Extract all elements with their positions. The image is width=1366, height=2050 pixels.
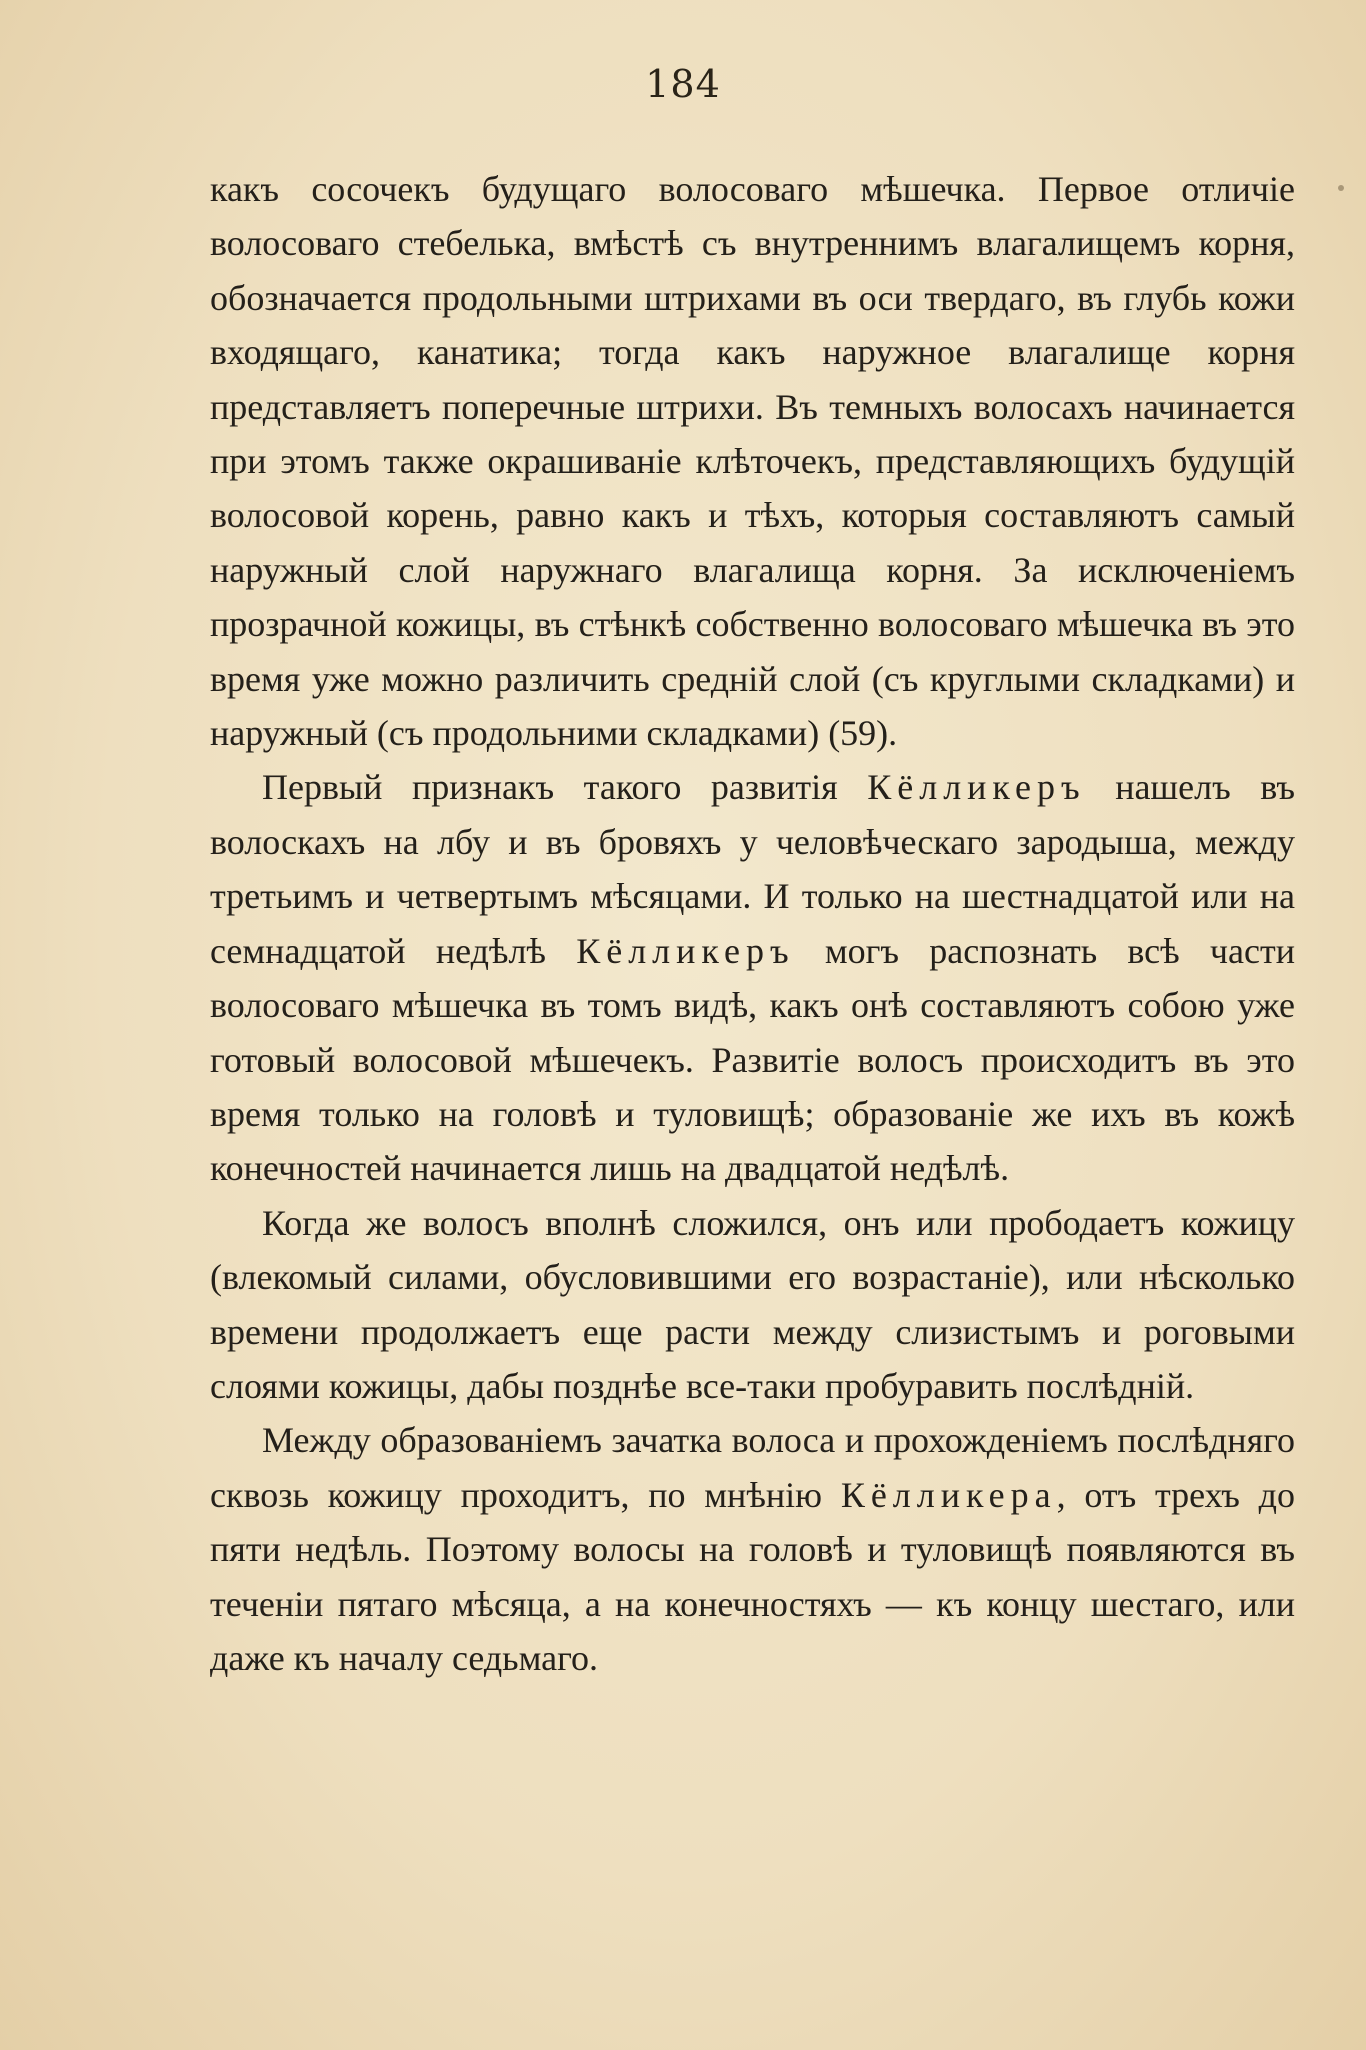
paragraph-4-text-a: Между образованiемъ зачатка волоса и прохожденiемъ послѣдняго сквозь кожицу проходитъ, по мнѣнію	[210, 1420, 1295, 1515]
author-name-spaced: Кёлликера	[840, 1474, 1057, 1515]
body-text	[210, 162, 1295, 1685]
paragraph-2	[210, 760, 1295, 1195]
paragraph-1	[210, 162, 1295, 760]
paragraph-2-text-b: нашелъ въ волоскахъ на лбу и въ бровяхъ у человѣческаго зародыша, между третьимъ и четвертымъ мѣсяцами. И только на шестнадцатой или на семнадцатой недѣлѣ	[210, 767, 1296, 971]
paragraph-2-text-c: могъ распознать всѣ части волосоваго мѣшечка въ томъ видѣ, какъ онѣ составляютъ собою уже готовый волосовой мѣшечекъ. Развитiе волосъ происходитъ въ это время только на головѣ и туловищѣ; образованiе же ихъ въ кожѣ конечностей начинается лишь на двадцатой недѣлѣ.	[210, 930, 1295, 1189]
page-number: 184	[645, 62, 721, 106]
margin-speck	[1338, 185, 1344, 191]
author-name-spaced: Кёлликеръ	[576, 930, 795, 971]
paragraph-1-text: какъ сосочекъ будущаго волосоваго мѣшечка. Первое отличіе волосоваго стебелька, вмѣстѣ съ внутреннимъ влагалищемъ корня, обозначается продольными штрихами въ оси твердаго, въ глубь кожи входящаго, канатика; тогда какъ наружное влагалище корня представляетъ поперечные штрихи. Въ темныхъ волосахъ начинается при этомъ также окрашиванiе клѣточекъ, представляющихъ будущiй волосовой корень, равно какъ и тѣхъ, которыя составляютъ самый наружный слой наружнаго влагалища корня. За исключенiемъ прозрачной кожицы, въ стѣнкѣ собственно волосоваго мѣшечка въ это время уже можно различить среднiй слой (съ круглыми складками) и наружный (съ продольними складками) (59).	[210, 169, 1295, 754]
author-name-spaced: Кёлликеръ	[867, 767, 1086, 808]
paragraph-3	[210, 1196, 1295, 1414]
paragraph-4-text-b: , отъ трехъ до пяти недѣль. Поэтому волосы на головѣ и туловищѣ появляются въ теченiи пятаго мѣсяца, а на конечностяхъ — къ концу шестаго, или даже къ началу седьмаго.	[210, 1474, 1295, 1678]
paragraph-2-text-a: Первый признакъ такого развитія	[262, 767, 868, 808]
paragraph-4	[210, 1413, 1295, 1685]
paragraph-3-text: Когда же волосъ вполнѣ сложился, онъ или прободаетъ кожицу (влекомый силами, обусловившими его возрастанiе), или нѣсколько времени продолжаетъ еще расти между слизистымъ и роговыми слоями кожицы, дабы позднѣе все-таки пробуравить послѣднiй.	[210, 1202, 1295, 1406]
